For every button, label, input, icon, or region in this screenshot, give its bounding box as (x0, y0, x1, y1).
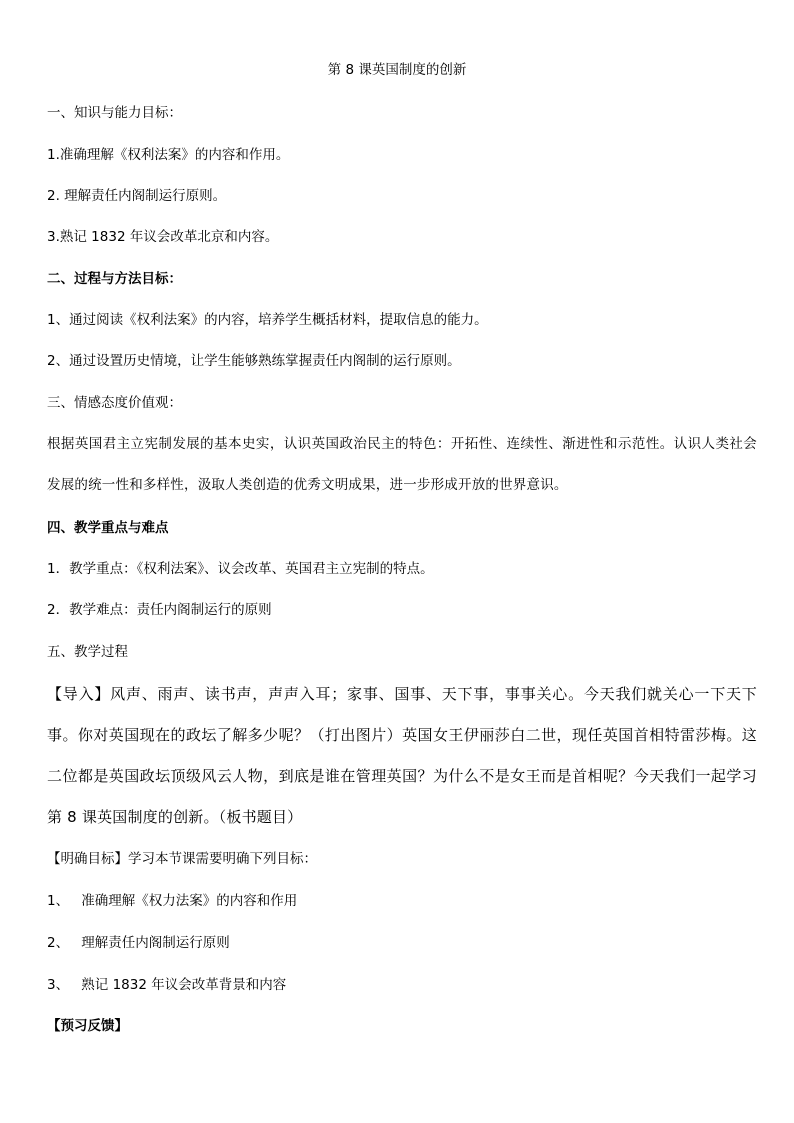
section-1-item-1: 1.准确理解《权利法案》的内容和作用。 (47, 147, 290, 163)
section-3-heading: 三、情感态度价值观： (47, 395, 182, 411)
goal-item-number: 3、 (47, 977, 70, 993)
section-2-item-1: 1、通过阅读《权利法案》的内容，培养学生概括材料，提取信息的能力。 (47, 312, 488, 328)
goal-item (47, 933, 757, 953)
goal-item-number: 2、 (47, 935, 70, 951)
section-2-heading: 二、过程与方法目标： (47, 271, 182, 287)
section-2-item-2: 2、通过设置历史情境，让学生能够熟练掌握责任内阁制的运行原则。 (47, 353, 461, 369)
goal-item-text: 理解责任内阁制运行原则 (81, 935, 230, 951)
intro-paragraph: 【导入】风声、雨声、读书声，声声入耳；家事、国事、天下事，事事关心。今天我们就关心一下天下事。你对英国现在的政坛了解多少呢？（打出图片）英国女王伊丽莎白二世，现任英国首相特雷莎梅。这二位都是英国政坛顶级风云人物，到底是谁在管理英国？为什么不是女王而是首相呢？今天我们一起学习第 8 课英国制度的创新。（板书题目） (47, 685, 757, 826)
section-1-item-3: 3.熟记 1832 年议会改革北京和内容。 (47, 229, 279, 245)
section-1-item-2: 2. 理解责任内阁制运行原则。 (47, 188, 227, 204)
goal-item-number: 1、 (47, 893, 70, 909)
goal-item (47, 975, 757, 995)
preview-heading: 【预习反馈】 (47, 1018, 128, 1034)
goal-item-text: 熟记 1832 年议会改革背景和内容 (81, 977, 287, 993)
section-5-heading: 五、教学过程 (47, 644, 128, 660)
page-title: 第 8 课英国制度的创新 (327, 62, 467, 78)
section-3-paragraph: 根据英国君主立宪制发展的基本史实，认识英国政治民主的特色：开拓性、连续性、渐进性和示范性。认识人类社会发展的统一性和多样性，汲取人类创造的优秀文明成果，进一步形成开放的世界意识。 (47, 436, 757, 493)
goals-heading: 【明确目标】学习本节课需要明确下列目标： (47, 851, 317, 867)
goal-item (47, 891, 757, 911)
section-1-heading: 一、知识与能力目标： (47, 105, 182, 121)
section-4-heading: 四、教学重点与难点 (47, 520, 169, 536)
section-4-item-2: 2．教学难点：责任内阁制运行的原则 (47, 602, 272, 618)
goal-item-text: 准确理解《权力法案》的内容和作用 (81, 893, 298, 909)
section-4-item-1: 1．教学重点：《权利法案》、议会改革、英国君主立宪制的特点。 (47, 561, 434, 577)
